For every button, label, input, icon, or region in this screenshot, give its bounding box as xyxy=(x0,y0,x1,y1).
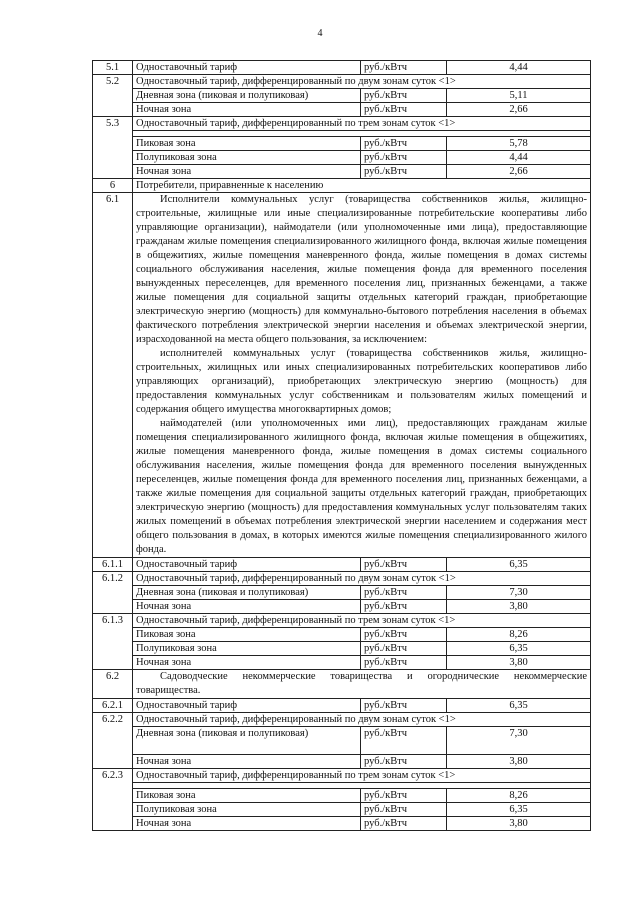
consumer-description xyxy=(133,193,591,558)
row-number: 5.3 xyxy=(93,117,133,179)
zone-name: Полупиковая зона xyxy=(133,642,361,656)
row-number: 6.1.2 xyxy=(93,572,133,614)
table-row xyxy=(93,755,591,769)
tariff-group-title: Одноставочный тариф, дифференцированный по двум зонам суток <1> xyxy=(133,572,591,586)
table-row xyxy=(93,193,591,558)
zone-name: Полупиковая зона xyxy=(133,151,361,165)
zone-name: Пиковая зона xyxy=(133,137,361,151)
row-number: 5.2 xyxy=(93,75,133,117)
row-number: 6.2 xyxy=(93,670,133,699)
zone-name: Дневная зона (пиковая и полупиковая) xyxy=(133,586,361,600)
tariff-value: 7,30 xyxy=(447,727,591,755)
tariff-name: Одноставочный тариф xyxy=(133,699,361,713)
unit: руб./кВтч xyxy=(361,600,447,614)
table-row xyxy=(93,614,591,628)
unit: руб./кВтч xyxy=(361,61,447,75)
tariff-group-title: Одноставочный тариф, дифференцированный по трем зонам суток <1> xyxy=(133,117,591,131)
tariff-value: 7,30 xyxy=(447,586,591,600)
table-row xyxy=(93,628,591,642)
zone-name: Пиковая зона xyxy=(133,789,361,803)
tariff-value: 8,26 xyxy=(447,789,591,803)
table-row xyxy=(93,117,591,131)
tariff-group-title: Одноставочный тариф, дифференцированный по трем зонам суток <1> xyxy=(133,614,591,628)
unit: руб./кВтч xyxy=(361,586,447,600)
tariff-name: Одноставочный тариф xyxy=(133,558,361,572)
table-row xyxy=(93,103,591,117)
unit: руб./кВтч xyxy=(361,103,447,117)
unit: руб./кВтч xyxy=(361,817,447,831)
tariff-value: 3,80 xyxy=(447,755,591,769)
description-paragraph: наймодателей (или уполномоченных ими лиц), предоставляющих гражданам жилые помещения специализированного жилищного фонда, включая жилые помещения в общежитиях, жилые помещения маневренного фонда, жилые помещения в домах системы социального обслуживания населения, жилые помещения фонда для временного поселения вынужденных переселенцев, жилые помещения фонда для временного поселения лиц, признанных беженцами, а также жилые помещения для социальной защиты отдельных категорий граждан, приобретающих электрическую энергию (мощность) для предоставления коммунальных услуг пользователям таких жилых помещений в объемах потребления электрической энергии населением и содержания мест общего пользования в домах, в которых имеются жилые помещения специализированного жилого фонда. xyxy=(136,418,587,555)
zone-name: Ночная зона xyxy=(133,755,361,769)
table-row xyxy=(93,642,591,656)
description-paragraph: Исполнители коммунальных услуг (товарищества собственников жилья, жилищно-строительные, жилищные или иные специализированные потребительские кооперативы либо управляющие организации), наймодатели (или уполномоченные ими лица), предоставляющие гражданам жилые помещения специализированного жилищного фонда, включая жилые помещения в общежитиях, жилые помещения маневренного фонда, жилые помещения в домах системы социального обслуживания населения, жилые помещения фонда для временного поселения вынужденных переселенцев, для временного поселения лиц, признанных беженцами, а также жилые помещения для социальной защиты отдельных категорий граждан, приобретающие электрическую энергию (мощность) для коммунально-бытового потребления населения в объемах фактического потребления электрической энергии населения и объемах электрической энергии, израсходованной на места общего пользования, за исключением: xyxy=(136,194,587,345)
consumer-description xyxy=(133,670,591,699)
table-row xyxy=(93,789,591,803)
table-row xyxy=(93,572,591,586)
zone-name: Ночная зона xyxy=(133,600,361,614)
unit: руб./кВтч xyxy=(361,789,447,803)
unit: руб./кВтч xyxy=(361,642,447,656)
tariff-value: 5,78 xyxy=(447,137,591,151)
zone-name: Дневная зона (пиковая и полупиковая) xyxy=(133,727,361,755)
tariff-name: Одноставочный тариф xyxy=(133,61,361,75)
row-number: 6 xyxy=(93,179,133,193)
unit: руб./кВтч xyxy=(361,656,447,670)
zone-name: Ночная зона xyxy=(133,656,361,670)
table-row xyxy=(93,75,591,89)
table-row xyxy=(93,137,591,151)
tariff-value: 3,80 xyxy=(447,817,591,831)
row-number: 6.2.2 xyxy=(93,713,133,769)
table-row xyxy=(93,179,591,193)
table-row xyxy=(93,769,591,783)
table-row xyxy=(93,817,591,831)
row-number: 6.2.1 xyxy=(93,699,133,713)
page-number: 4 xyxy=(317,28,323,39)
unit: руб./кВтч xyxy=(361,727,447,755)
table-row xyxy=(93,600,591,614)
row-number: 5.1 xyxy=(93,61,133,75)
tariff-value: 3,80 xyxy=(447,600,591,614)
table-row xyxy=(93,151,591,165)
table-row xyxy=(93,61,591,75)
table-row xyxy=(93,656,591,670)
tariff-group-title: Одноставочный тариф, дифференцированный по трем зонам суток <1> xyxy=(133,769,591,783)
tariff-value: 6,35 xyxy=(447,699,591,713)
zone-name: Ночная зона xyxy=(133,817,361,831)
table-row xyxy=(93,558,591,572)
zone-name: Ночная зона xyxy=(133,165,361,179)
table-row xyxy=(93,670,591,699)
table-row xyxy=(93,586,591,600)
table-row xyxy=(93,165,591,179)
unit: руб./кВтч xyxy=(361,89,447,103)
unit: руб./кВтч xyxy=(361,558,447,572)
unit: руб./кВтч xyxy=(361,151,447,165)
row-number: 6.1 xyxy=(93,193,133,558)
tariff-value: 6,35 xyxy=(447,642,591,656)
tariff-group-title: Одноставочный тариф, дифференцированный по двум зонам суток <1> xyxy=(133,713,591,727)
table-row xyxy=(93,803,591,817)
description-paragraph: исполнителей коммунальных услуг (товарищества собственников жилья, жилищно-строительных, жилищных или иных специализированных потребительских кооперативов либо управляющих организаций), приобретающих электрическую энергию (мощность) для предоставления коммунальных услуг собственникам и пользователям жилых помещений и содержания общего имущества многоквартирных домов; xyxy=(136,348,587,415)
tariff-value: 2,66 xyxy=(447,103,591,117)
tariff-value: 8,26 xyxy=(447,628,591,642)
zone-name: Дневная зона (пиковая и полупиковая) xyxy=(133,89,361,103)
zone-name: Пиковая зона xyxy=(133,628,361,642)
row-number: 6.2.3 xyxy=(93,769,133,831)
tariff-table xyxy=(92,60,591,831)
zone-name: Ночная зона xyxy=(133,103,361,117)
unit: руб./кВтч xyxy=(361,628,447,642)
unit: руб./кВтч xyxy=(361,699,447,713)
description-paragraph: Садоводческие некоммерческие товарищества и огороднические некоммерческие товарищества. xyxy=(136,671,587,696)
tariff-value: 6,35 xyxy=(447,803,591,817)
section-title: Потребители, приравненные к населению xyxy=(133,179,591,193)
unit: руб./кВтч xyxy=(361,755,447,769)
unit: руб./кВтч xyxy=(361,803,447,817)
tariff-value: 6,35 xyxy=(447,558,591,572)
table-row xyxy=(93,713,591,727)
tariff-value: 4,44 xyxy=(447,61,591,75)
row-number: 6.1.3 xyxy=(93,614,133,670)
row-number: 6.1.1 xyxy=(93,558,133,572)
tariff-group-title: Одноставочный тариф, дифференцированный по двум зонам суток <1> xyxy=(133,75,591,89)
tariff-value: 4,44 xyxy=(447,151,591,165)
zone-name: Полупиковая зона xyxy=(133,803,361,817)
tariff-value: 2,66 xyxy=(447,165,591,179)
tariff-value: 5,11 xyxy=(447,89,591,103)
tariff-value: 3,80 xyxy=(447,656,591,670)
table-row xyxy=(93,89,591,103)
table-row xyxy=(93,727,591,755)
unit: руб./кВтч xyxy=(361,165,447,179)
unit: руб./кВтч xyxy=(361,137,447,151)
table-row xyxy=(93,699,591,713)
